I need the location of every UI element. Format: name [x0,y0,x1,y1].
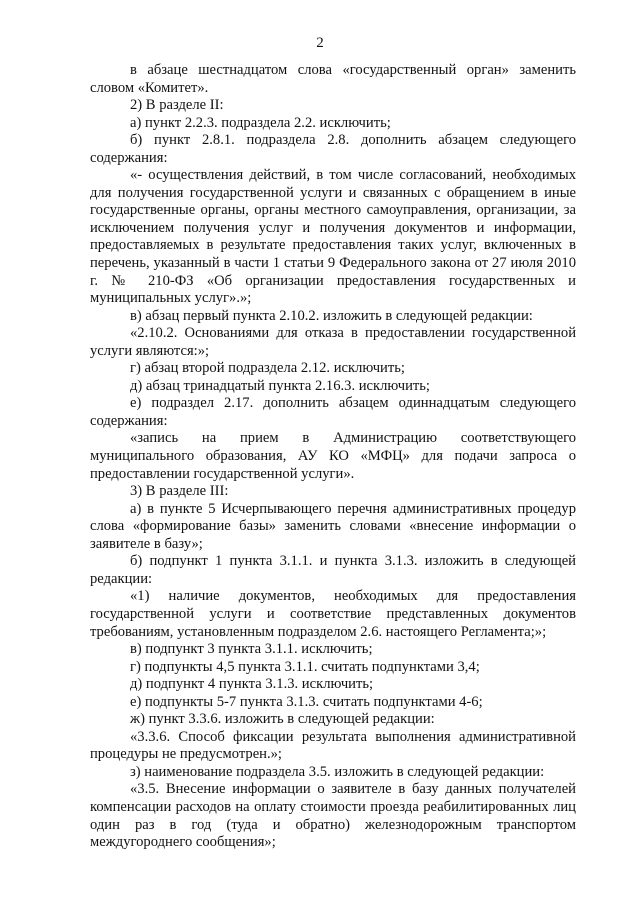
paragraph: д) подпункт 4 пункта 3.1.3. исключить; [130,676,374,693]
paragraph: в) абзац первый пункта 2.10.2. изложить в следующей редакции: [130,307,533,324]
paragraph: г) абзац второй подраздела 2.12. исключить; [130,360,405,377]
paragraph: «запись на прием в Администрацию соответствующего муниципального образования, АУ КО «МФЦ» для подачи запроса о предоставлении государственной услуги». [90,430,576,482]
document-body [90,62,576,852]
paragraph: в абзаце шестнадцатом слова «государственный орган» заменить словом «Комитет». [90,62,576,96]
paragraph: «1) наличие документов, необходимых для предоставления государственной услуги и соответствие представленных документов требованиям, установленным подразделом 2.6. настоящего Регламента;»; [90,588,576,640]
paragraph: е) подпункты 5-7 пункта 3.1.3. считать подпунктами 4-6; [130,693,483,710]
paragraph: «2.10.2. Основаниями для отказа в предоставлении государственной услуги являются:»; [90,325,576,359]
page-number: 2 [316,35,324,51]
paragraph: «3.5. Внесение информации о заявителе в базу данных получателей компенсации расходов на оплату стоимости проезда реабилитированных лиц один раз в год (туда и обратно) железнодорожным транспортом междугороднего сообщения»; [90,781,576,851]
paragraph: з) наименование подраздела 3.5. изложить в следующей редакции: [130,763,545,780]
paragraph: 3) В разделе III: [130,483,229,500]
paragraph: «3.3.6. Способ фиксации результата выполнения административной процедуры не предусмотрен.»; [90,728,576,763]
paragraph: а) в пункте 5 Исчерпывающего перечня административных процедур слова «формирование базы» заменить словами «внесение информации о заявителе в базу»; [90,500,576,552]
paragraph: 2) В разделе II: [130,97,224,114]
paragraph: ж) пункт 3.3.6. изложить в следующей редакции: [130,711,435,728]
paragraph: б) пункт 2.8.1. подраздела 2.8. дополнить абзацем следующего содержания: [90,132,576,166]
paragraph: г) подпункты 4,5 пункта 3.1.1. считать подпунктами 3,4; [130,658,480,675]
paragraph: «- осуществления действий, в том числе согласований, необходимых для получения государственной услуги и связанных с обращением в иные государственные органы, органы местного самоуправления, организации, за исключением получения услуг и получения документов и информации, предоставляемых в результате предоставления таких услуг, включенных в перечень, указанный в части 1 статьи 9 Федерального закона от 27 июля 2010 г. № 210-ФЗ «Об организации предоставления государственных и муниципальных услуг».»; [90,167,576,307]
paragraph: б) подпункт 1 пункта 3.1.1. и пункта 3.1.3. изложить в следующей редакции: [90,553,576,587]
paragraph: в) подпункт 3 пункта 3.1.1. исключить; [130,641,373,658]
paragraph: д) абзац тринадцатый пункта 2.16.3. исключить; [130,377,430,394]
paragraph: е) подраздел 2.17. дополнить абзацем одиннадцатым следующего содержания: [90,395,576,429]
paragraph: а) пункт 2.2.3. подраздела 2.2. исключить; [130,114,391,131]
